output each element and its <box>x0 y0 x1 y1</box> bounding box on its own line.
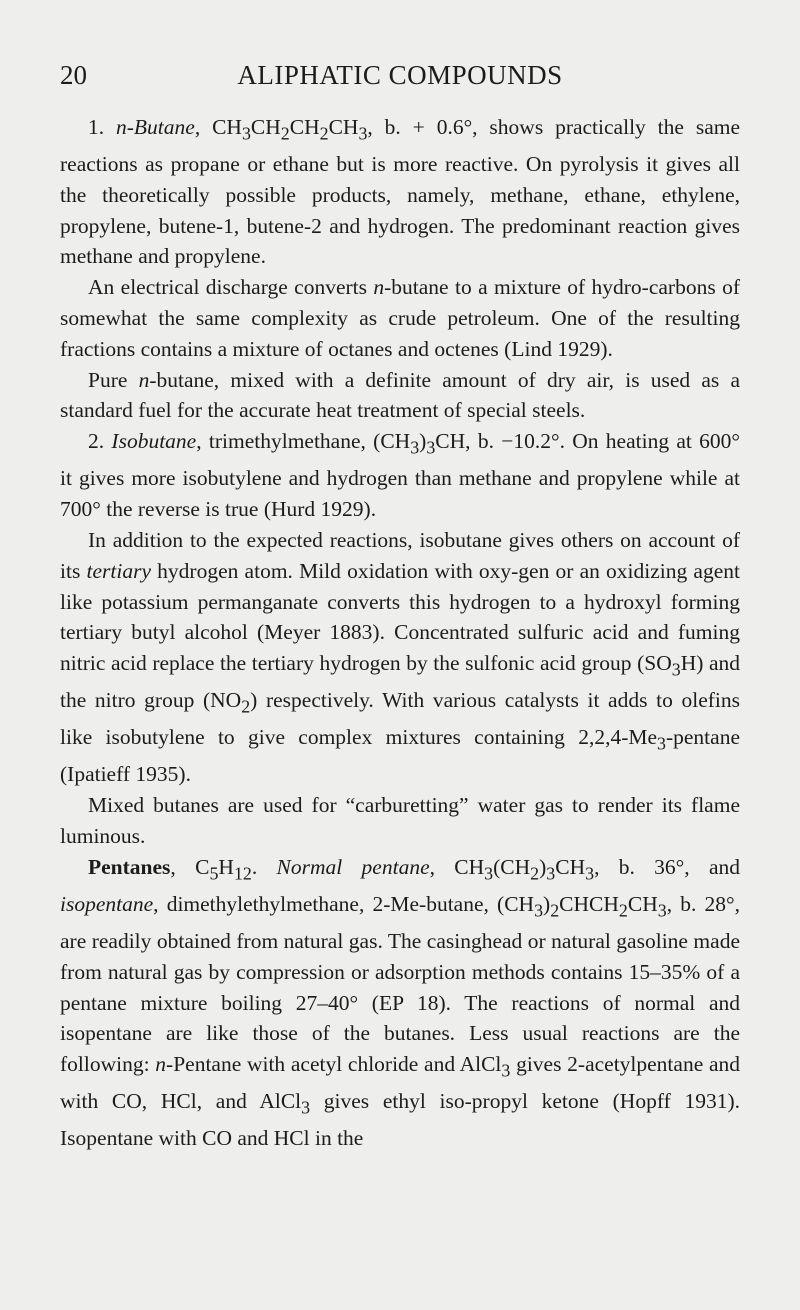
paragraph-n-butane: 1. n-Butane, $CH_3CH_2CH_2CH_3$, b. + 0.6°, shows practically the same reactions as propane or ethane but is more reactive. On pyrolysis it gives all the theoretically possible products, namely, methane, ethane, ethylene, propylene, butene-1, butene-2 and hydrogen. The predominant reaction gives methane and propylene. <box>60 115 741 269</box>
paragraph-mixed-butanes: Mixed butanes are used for “carburetting” water gas to render its flame luminous. <box>60 793 740 849</box>
paragraph-pentanes: Pentanes, $C_5H_{12}$. Normal pentane, $CH_3(CH_2)_3CH_3$, b. 36°, and isopentane, dimethylethylmethane, 2-Me-butane, $(CH_3)_2CHCH_2CH_3$, b. 28°, are readily obtained from natural gas. The casinghead or natural gasoline made from natural gas by compression or adsorption methods contains 15–35% of a pentane mixture boiling 27–40° (EP 18). The reactions of normal and isopentane are like those of the butanes. Less usual reactions are the following: n-Pentane with acetyl chloride and AlCl$_3$ gives 2-acetylpentane and with CO, HCl, and AlCl$_3$ gives ethyl iso-propyl ketone (Hopff 1931). Isopentane with CO and HCl in the <box>60 854 741 1151</box>
paragraph-electrical-discharge: An electrical discharge converts n-butane to a mixture of hydro-carbons of somewhat the same complexity as crude petroleum. One of the resulting fractions contains a mixture of octanes and octenes (Lind 1929). <box>60 275 740 361</box>
paragraph-isobutane: 2. Isobutane, trimethylmethane, $(CH_3)_3CH$, b. −10.2°. On heating at 600° it gives more isobutylene and hydrogen than methane and propylene while at 700° the reverse is true (Hurd 1929). <box>60 429 741 522</box>
paragraph-pure-n-butane: Pure n-butane, mixed with a definite amount of dry air, is used as a standard fuel for the accurate heat treatment of special steels. <box>60 367 740 423</box>
page-number: 20 <box>60 60 87 90</box>
running-title: ALIPHATIC COMPOUNDS <box>237 60 563 90</box>
paragraph-tertiary-hydrogen: In addition to the expected reactions, isobutane gives others on account of its tertiary hydrogen atom. Mild oxidation with oxy-gen or an oxidizing agent like potassium permanganate converts this hydrogen to a hydroxyl forming tertiary butyl alcohol (Meyer 1883). Concentrated sulfuric acid and fuming nitric acid replace the tertiary hydrogen by the sulfonic acid group $(SO_3H)$ and the nitro group $(NO_2)$ respectively. With various catalysts it adds to olefins like isobutylene to give complex mixtures containing $2,2,4-Me_3$-pentane (Ipatieff 1935). <box>60 527 741 787</box>
running-header <box>60 58 740 92</box>
page-body <box>60 112 740 1154</box>
